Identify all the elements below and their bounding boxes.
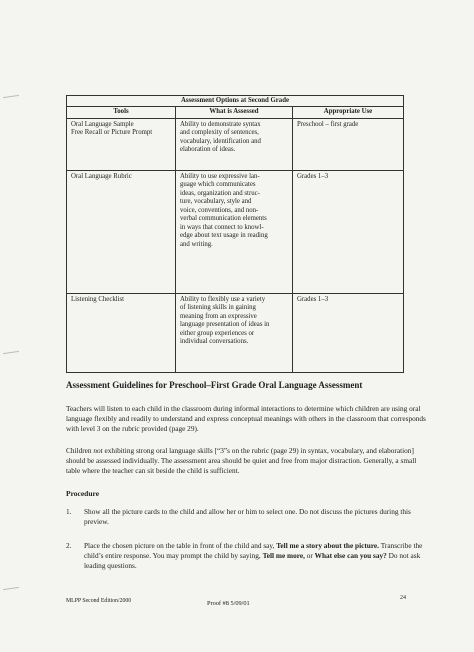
emphasis-text: not — [93, 446, 103, 455]
procedure-step — [66, 507, 428, 527]
step-number: 1. — [66, 507, 72, 516]
use-cell: Grades 1–3 — [292, 293, 403, 372]
table-title: Assessment Options at Second Grade — [67, 96, 404, 107]
step-number: 2. — [66, 541, 72, 550]
procedure-step — [66, 541, 428, 571]
step-text-part: or — [304, 551, 315, 560]
assessed-line: Ability to flexibly use a variety — [179, 295, 266, 303]
assessed-cell — [175, 293, 292, 372]
assessed-line: language presentation of ideas in — [179, 321, 270, 329]
use-cell: Preschool – first grade — [292, 118, 403, 170]
use-cell: Grades 1–3 — [292, 170, 403, 293]
assessed-line: voice, conventions, and non- — [179, 206, 259, 214]
assessed-line: verbal communication elements — [179, 215, 267, 223]
footer-proof: Proof #8 5/09/01 — [207, 600, 250, 607]
individual-assessment-paragraph — [66, 446, 428, 476]
step-text-part: Do not ask leading questions. — [84, 551, 421, 570]
tool-cell — [67, 293, 176, 372]
intro-paragraph: Teachers will listen to each child in the classroom during informal interactions to determine which children are using oral language flexibly and readily to understand and express conceptual meanings with others in the classroom that corresponds with level 3 on the rubric provided (page 29). — [66, 404, 426, 433]
margin-mark — [3, 587, 19, 590]
assessed-line: elaboration of ideas. — [179, 146, 236, 154]
tool-line: Listening Checklist — [71, 295, 125, 303]
assessed-line: and complexity of sentences, — [179, 129, 259, 137]
assessed-line: in ways that connect to knowl- — [179, 223, 264, 231]
section-heading: Assessment Guidelines for Preschool–First Grade Oral Language Assessment — [66, 380, 363, 390]
table-row — [67, 170, 404, 293]
paragraph-text: exhibiting strong oral language skills [“3”s on the rubric (page 29) in syntax, vocabulary, and elaboration] should be assessed individually. The assessment area should be quiet and free from major distraction. Generally, a small table where the teacher can sit beside the child is sufficient. — [66, 446, 417, 475]
assessed-line: individual conversations. — [179, 338, 249, 346]
margin-mark — [3, 351, 19, 354]
margin-mark — [3, 95, 19, 98]
tool-line: Oral Language Rubric — [71, 172, 132, 180]
column-header-appropriate-use: Appropriate Use — [292, 107, 403, 118]
step-text-part: Transcribe the child’s entire response. You may prompt the child by saying, — [84, 541, 423, 560]
assessed-line: either group experiences or — [179, 329, 255, 337]
prompt-text: Tell me more, — [262, 551, 305, 560]
assessed-line: Ability to use expressive lan- — [179, 172, 260, 180]
assessed-line: and writing. — [179, 240, 213, 248]
prompt-text: What else can you say? — [314, 551, 387, 560]
procedure-heading: Procedure — [66, 489, 100, 498]
step-text-part: Place the chosen picture on the table in front of the child and say, — [84, 541, 277, 550]
assessed-cell — [175, 118, 292, 170]
tool-line: Free Recall or Picture Prompt — [71, 129, 153, 137]
tool-cell — [67, 170, 176, 293]
paragraph-text: Children — [66, 446, 94, 455]
assessed-line: edge about text usage in reading — [179, 232, 268, 240]
assessed-line: Ability to demonstrate syntax — [179, 120, 261, 128]
page-number: 24 — [400, 595, 406, 601]
assessed-line: of listening skills in gaining — [179, 304, 256, 312]
table-row — [67, 118, 404, 170]
step-text: Show all the picture cards to the child and allow her or him to select one. Do not discuss the pictures during this preview. — [84, 507, 411, 526]
table-row — [67, 293, 404, 372]
tool-line: Oral Language Sample — [71, 120, 134, 128]
assessed-line: meaning from an expressive — [179, 312, 257, 320]
assessment-options-table — [66, 95, 404, 373]
column-header-tools: Tools — [67, 107, 176, 118]
tool-cell — [67, 118, 176, 170]
assessed-line: ideas, organization and struc- — [179, 189, 260, 197]
assessed-cell — [175, 170, 292, 293]
prompt-text: Tell me a story about the picture. — [276, 541, 379, 550]
column-header-what-is-assessed: What is Assessed — [175, 107, 292, 118]
footer-edition: MLPP Second Edition/2000 — [66, 598, 132, 604]
assessed-line: ture, vocabulary, style and — [179, 198, 252, 206]
step-text — [84, 541, 428, 571]
assessed-line: vocabulary, identification and — [179, 137, 261, 145]
assessed-line: guage which communicates — [179, 181, 256, 189]
